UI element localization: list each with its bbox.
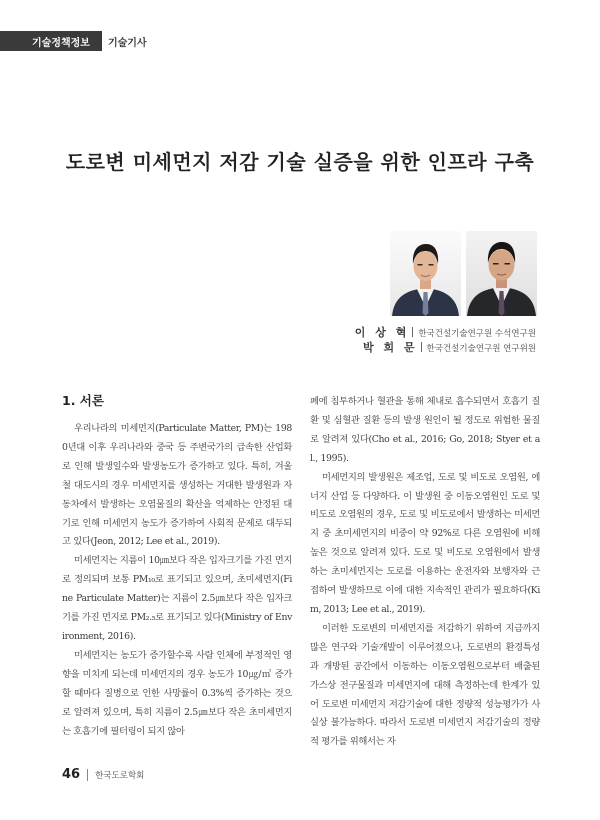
article-title: 도로변 미세먼지 저감 기술 실증을 위한 인프라 구축 [65, 150, 535, 174]
section-heading: 1. 서론 [62, 393, 104, 408]
author-row [355, 323, 536, 338]
publication-name: 한국도로학회 [95, 770, 145, 781]
author-photo-1 [390, 231, 461, 316]
author-divider [412, 327, 413, 337]
author-portrait-1 [390, 231, 461, 316]
category-label: 기술정책정보 [0, 31, 102, 51]
author-portrait-2 [466, 231, 537, 316]
author-photo-2 [466, 231, 537, 316]
author-list [355, 323, 536, 353]
body-paragraph: 우리나라의 미세먼지(Particulate Matter, PM)는 1980년대 이후 우리나라와 중국 등 주변국가의 급속한 산업화로 인해 발생일수와 발생농도가 증가하고 있다. 특히, 겨울철 대도시의 경우 미세먼지를 생성하는 거대한 발생원과 자동차에서 발생하는 오염물질의 확산을 억제하는 안정된 대기로 인해 미세먼지 농도가 증가하여 사회적 문제로 대두되고 있다(Jeon, 2012; Lee et al., 2019). [62, 423, 292, 548]
page-footer [62, 767, 144, 782]
body-column-right [310, 393, 540, 752]
body-column-left [62, 393, 292, 741]
author-name: 이 상 혁 [354, 326, 410, 339]
body-paragraph: 미세먼지는 농도가 증가할수록 사람 인체에 부정적인 영향을 미치게 되는데 미세먼지의 경우 농도가 10㎍/㎥ 증가할 때마다 질병으로 인한 사망률이 0.3%씩 증가하는 것으로 알려져 있으며, 특히 지름이 2.5㎛보다 작은 초미세먼지는 호흡기에 필터링이 되지 않아 [62, 649, 292, 737]
footer-divider [87, 769, 88, 781]
body-paragraph: 폐에 침투하거나 혈관을 통해 체내로 흡수되면서 호흡기 질환 및 심혈관 질환 등의 발생 원인이 될 정도로 위험한 물질로 알려져 있다(Cho et al., 2016; Go, 2018; Styer et al., 1995). [310, 396, 540, 464]
author-name: 박 희 문 [363, 341, 418, 354]
author-row [355, 338, 536, 353]
header-bar [0, 31, 147, 51]
body-paragraph: 미세먼지의 발생원은 제조업, 도로 및 비도로 오염원, 에너지 산업 등 다양하다. 이 발생원 중 이동오염원인 도로 및 비도로 오염원의 경우, 도로 및 비도로에서 발생하는 미세먼지 중 초미세먼지의 비중이 약 92%로 다른 오염원에 비해 높은 것으로 알려져 있다. 도로 및 비도로 오염원에서 발생하는 초미세먼지는 도로를 이용하는 운전자와 보행자와 근접하여 발생하므로 이에 대한 지속적인 관리가 필요하다(Kim, 2013; Lee et al., 2019). [310, 471, 540, 615]
body-paragraph: 미세먼지는 지름이 10㎛보다 작은 입자크기를 가진 먼지로 정의되며 보통 PM₁₀로 표기되고 있으며, 초미세먼지(Fine Particulate Matter)는 지름이 2.5㎛보다 작은 입자크기를 가진 먼지로 PM₂.₅로 표기되고 있다(Ministry of Environment, 2016). [62, 555, 292, 642]
subcategory-label: 기술기사 [107, 37, 147, 49]
author-divider [421, 342, 422, 352]
author-affiliation: 한국건설기술연구원 수석연구원 [418, 329, 536, 339]
page-number: 46 [62, 767, 81, 782]
body-paragraph: 이러한 도로변의 미세먼지를 저감하기 위하여 지금까지 많은 연구와 기술개발이 이루어졌으나, 도로변의 환경특성과 개방된 공간에서 이동하는 이동오염원으로부터 배출된 가스상 전구물질과 미세먼지에 대해 측정하는데 한계가 있어 도로변 미세먼지 저감기술에 대한 정량적 성능평가가 사실상 불가능하다. 따라서 도로변 미세먼지 저감기술의 정량적 평가를 위해서는 자 [310, 622, 540, 748]
author-affiliation: 한국건설기술연구원 연구위원 [426, 344, 536, 354]
